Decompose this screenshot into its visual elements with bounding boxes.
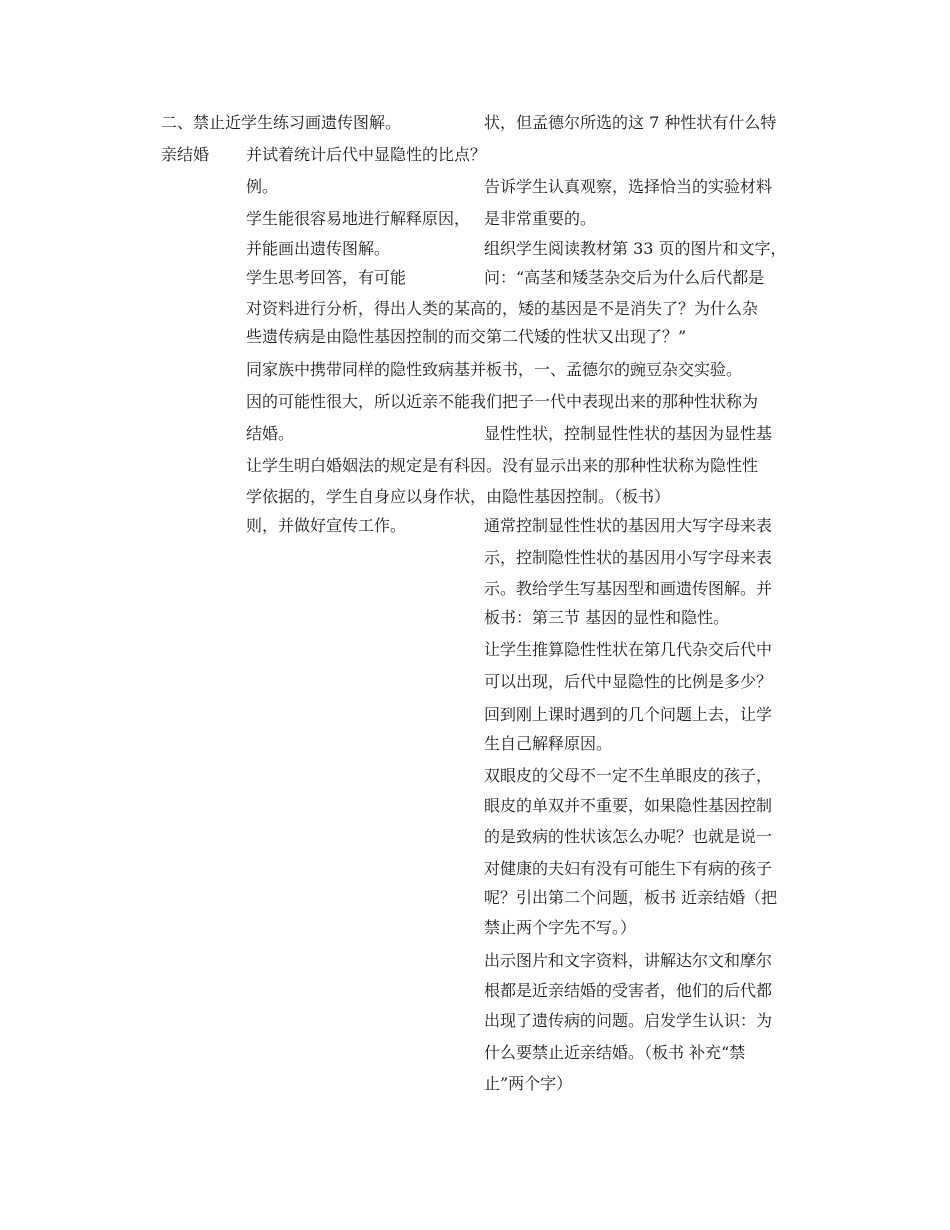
text-line: 可以出现，后代中显隐性的比例是多少？ bbox=[484, 672, 773, 691]
text-line: 板书：第三节 基因的显性和隐性。 bbox=[484, 608, 730, 627]
text-line: 因的可能性很大，所以近亲不能我们把子一代中表现出来的那种性状称为 bbox=[246, 392, 759, 411]
text-line: 的是致病的性状该怎么办呢？也就是说一 bbox=[484, 827, 773, 846]
text-line: 并能画出遗传图解。 bbox=[246, 239, 391, 258]
text-line: 亲结婚 bbox=[161, 145, 210, 164]
text-line: 禁止两个字先不写。） bbox=[484, 918, 637, 937]
text-line: 结婚。 bbox=[246, 424, 295, 443]
text-line: 根都是近亲结婚的受害者，他们的后代都 bbox=[484, 981, 773, 1000]
text-line: 什么要禁止近亲结婚。（板书 补充“禁 bbox=[484, 1043, 746, 1062]
text-line: 状，但孟德尔所选的这 7 种性状有什么特 bbox=[484, 113, 777, 132]
text-line: 回到刚上课时遇到的几个问题上去，让学 bbox=[484, 705, 773, 724]
text-line: 让学生明白婚姻法的规定是有科因。没有显示出来的那种性状称为隐性性 bbox=[246, 456, 759, 475]
text-line: 例。 bbox=[246, 177, 279, 196]
text-line: 则，并做好宣传工作。 bbox=[246, 516, 407, 535]
text-line: 同家族中携带同样的隐性致病基并板书，一、孟德尔的豌豆杂交实验。 bbox=[246, 360, 743, 379]
text-line: 二、禁止近学生练习画遗传图解。 bbox=[161, 113, 402, 132]
text-line: 出示图片和文字资料，讲解达尔文和摩尔 bbox=[484, 951, 773, 970]
text-line: 出现了遗传病的问题。启发学生认识：为 bbox=[484, 1011, 773, 1030]
text-line: 学依据的，学生自身应以身作状，由隐性基因控制。（板书） bbox=[246, 487, 671, 506]
text-line: 是非常重要的。 bbox=[484, 209, 597, 228]
text-line: 通常控制显性性状的基因用大写字母来表 bbox=[484, 516, 773, 535]
text-line: 眼皮的单双并不重要，如果隐性基因控制 bbox=[484, 796, 773, 815]
text-line: 学生思考回答，有可能 bbox=[246, 268, 407, 287]
text-line: 组织学生阅读教材第 33 页的图片和文字， bbox=[484, 239, 787, 258]
text-line: 生自己解释原因。 bbox=[484, 734, 613, 753]
text-line: 显性性状，控制显性性状的基因为显性基 bbox=[484, 424, 773, 443]
text-line: 对健康的夫妇有没有可能生下有病的孩子 bbox=[484, 859, 773, 878]
text-line: 示，控制隐性性状的基因用小写字母来表 bbox=[484, 548, 773, 567]
text-line: 呢？引出第二个问题，板书 近亲结婚（把 bbox=[484, 888, 778, 907]
text-line: 对资料进行分析，得出人类的某高的，矮的基因是不是消失了？为什么杂 bbox=[246, 299, 759, 318]
text-line: 并试着统计后代中显隐性的比点？ bbox=[246, 145, 487, 164]
text-line: 让学生推算隐性性状在第几代杂交后代中 bbox=[484, 640, 773, 659]
text-line: 些遗传病是由隐性基因控制的而交第二代矮的性状又出现了？” bbox=[246, 327, 687, 346]
text-line: 问：“高茎和矮茎杂交后为什么后代都是 bbox=[484, 268, 765, 287]
text-line: 学生能很容易地进行解释原因， bbox=[246, 209, 471, 228]
text-line: 示。教给学生写基因型和画遗传图解。并 bbox=[484, 579, 773, 598]
text-line: 告诉学生认真观察，选择恰当的实验材料 bbox=[484, 177, 773, 196]
text-line: 双眼皮的父母不一定不生单眼皮的孩子， bbox=[484, 766, 773, 785]
text-line: 止”两个字） bbox=[484, 1074, 573, 1093]
